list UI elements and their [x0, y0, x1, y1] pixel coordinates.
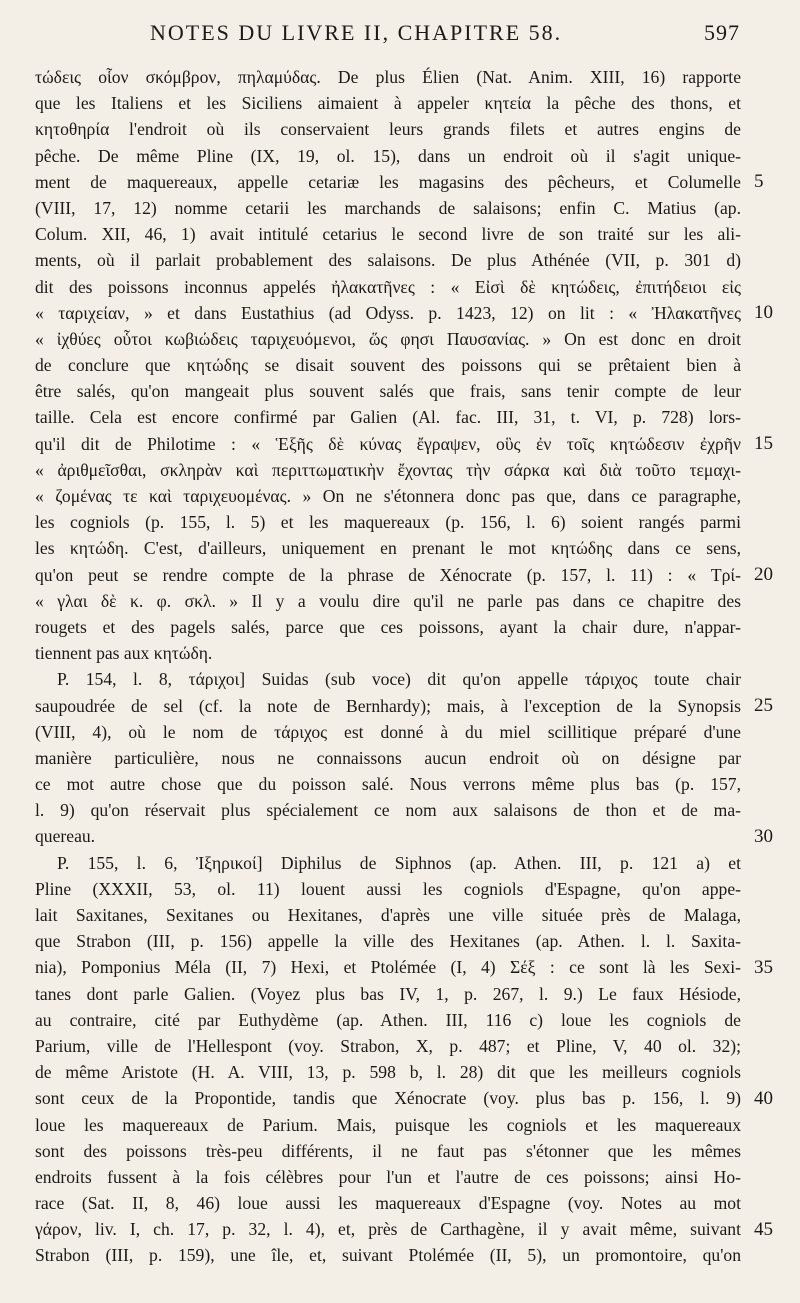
margin-line-number: 10 — [754, 301, 773, 323]
text-line: (VIII, 4), où le nom de τάριχος est donné à du miel scillitique préparé d'une — [35, 721, 741, 742]
text-line: taille. Cela est encore confirmé par Galien (Al. fac. III, 31, t. VI, p. 728) lors- — [35, 407, 741, 428]
text-line: dit des poissons inconnus appelés ἠλακατῆνες : « Εἰσὶ δὲ κητώδεις, ἐπιτήδειοι εἰς — [35, 276, 741, 297]
text-line: manière particulière, nous ne connaissons aucun endroit où on désigne par — [35, 747, 741, 768]
margin-line-number: 15 — [754, 432, 773, 454]
margin-line-number: 30 — [754, 825, 773, 847]
text-line: qu'on peut se rendre compte de la phrase de Xénocrate (p. 157, l. 11) : « Τρί- — [35, 564, 741, 585]
text-line: ments, où il parlait probablement des salaisons. De plus Athénée (VII, p. 301 d) — [35, 250, 741, 271]
text-line: « ἀριθμεῖσθαι, σκληρὰν καὶ περιττωματικὴν ἔχοντας τὴν σάρκα καὶ διὰ τοῦτο τεμαχι- — [35, 459, 741, 480]
text-line: les cogniols (p. 155, l. 5) et les maquereaux (p. 156, l. 6) soient rangés parmi — [35, 512, 741, 533]
text-line: qu'il dit de Philotime : « Ἑξῆς δὲ κύνας ἔγραψεν, οὓς ἐν τοῖς κητώδεσιν ἐχρῆν — [35, 433, 741, 454]
margin-line-number: 25 — [754, 694, 773, 716]
text-line: loue les maquereaux de Parium. Mais, puisque les cogniols et les maquereaux — [35, 1114, 741, 1135]
text-line: rougets et des pagels salés, parce que ces poissons, ayant la chair dure, n'appar- — [35, 616, 741, 637]
margin-line-number: 45 — [754, 1218, 773, 1240]
text-line: κητοθηρία l'endroit où ils conservaient leurs grands filets et autres engins de — [35, 119, 741, 140]
text-line: (VIII, 17, 12) nomme cetarii les marchands de salaisons; enfin C. Matius (ap. — [35, 197, 741, 218]
margin-line-number: 35 — [754, 956, 773, 978]
text-line: « γλαι δὲ κ. φ. σκλ. » Il y a voulu dire qu'il ne parle pas dans ce chapitre des — [35, 590, 741, 611]
text-line: nia), Pomponius Méla (II, 7) Hexi, et Ptolémée (I, 4) Σέξ : ce sont là les Sexi- — [35, 957, 741, 978]
text-line: γάρον, liv. I, ch. 17, p. 32, l. 4), et, près de Carthagène, il y avait même, suivant — [35, 1219, 741, 1240]
text-line: saupoudrée de sel (cf. la note de Bernhardy); mais, à l'exception de la Synopsis — [35, 695, 741, 716]
text-line: que les Italiens et les Siciliens aimaient à appeler κητεία la pêche des thons, et — [35, 93, 741, 114]
text-line: être salés, qu'on mangeait plus souvent salés que frais, sans tenir compte de leur — [35, 381, 741, 402]
margin-line-number: 5 — [754, 170, 764, 192]
text-line: ce mot autre chose que du poisson salé. Nous verrons même plus bas (p. 157, — [35, 774, 741, 795]
paragraph-start-line: P. 154, l. 8, τάριχοι] Suidas (sub voce) dit qu'on appelle τάριχος toute chair — [57, 669, 741, 690]
margin-line-number: 40 — [754, 1087, 773, 1109]
text-line: Strabon (III, p. 159), une île, et, suivant Ptolémée (II, 5), un promontoire, qu'on — [35, 1245, 741, 1266]
text-line: lait Saxitanes, Sexitanes ou Hexitanes, d'après une ville située près de Malaga, — [35, 905, 741, 925]
text-line: « ζομένας τε καὶ ταριχευομένας. » On ne s'étonnera donc pas que, dans ce paragraphe, — [35, 486, 741, 506]
header-title: NOTES DU LIVRE II, CHAPITRE 58. — [150, 20, 563, 45]
text-line: Parium, ville de l'Hellespont (voy. Strabon, X, p. 487; et Pline, V, 40 ol. 32); — [35, 1035, 741, 1056]
text-line: sont des poissons très-peu différents, il ne faut pas s'étonner que les mêmes — [35, 1140, 741, 1161]
text-line: race (Sat. II, 8, 46) loue aussi les maquereaux d'Espagne (voy. Notes au mot — [35, 1193, 741, 1214]
text-line: Colum. XII, 46, 1) avait intitulé cetarius le second livre de son traité sur les ali- — [35, 224, 741, 245]
text-line: tiennent pas aux κητώδη. — [35, 643, 213, 664]
text-line: Pline (XXXII, 53, ol. 11) louent aussi les cogniols d'Espagne, qu'on appe- — [35, 878, 741, 899]
text-line: tanes dont parle Galien. (Voyez plus bas IV, 1, p. 267, l. 9.) Le faux Hésiode, — [35, 983, 741, 1004]
margin-line-number: 20 — [754, 563, 773, 585]
page-number: 597 — [704, 20, 740, 45]
text-line: « ταριχείαν, » et dans Eustathius (ad Odyss. p. 1423, 12) on lit : « Ἠλακατῆνες — [35, 302, 741, 323]
text-line: « ἰχθύες οὗτοι κωβιώδεις ταριχευόμενοι, ὥς φησι Παυσανίας. » On est donc en droit — [35, 328, 741, 349]
text-line: sont ceux de la Propontide, tandis que Xénocrate (voy. plus bas p. 156, l. 9) — [35, 1088, 741, 1109]
text-line: de même Aristote (H. A. VIII, 13, p. 598 b, l. 28) dit que les meilleurs cogniols — [35, 1062, 741, 1083]
text-line: τώδεις οἷον σκόμβρον, πηλαμύδας. De plus Élien (Nat. Anim. XIII, 16) rapporte — [35, 67, 741, 87]
paragraph-start-line: P. 155, l. 6, Ἰξηρικοί] Diphilus de Siphnos (ap. Athen. III, p. 121 a) et — [57, 852, 741, 873]
text-line: pêche. De même Pline (IX, 19, ol. 15), dans un endroit où il s'agit unique- — [35, 145, 741, 166]
running-header — [110, 20, 740, 54]
text-line: les κητώδη. C'est, d'ailleurs, uniquement en prenant le mot κητώδης dans ce sens, — [35, 538, 741, 559]
text-line: au contraire, cité par Euthydème (ap. Athen. III, 116 c) loue les cogniols de — [35, 1009, 741, 1030]
text-line: que Strabon (III, p. 156) appelle la ville des Hexitanes (ap. Athen. l. l. Saxita- — [35, 931, 741, 952]
text-line: ment de maquereaux, appelle cetariæ les magasins des pêcheurs, et Columelle — [35, 171, 741, 192]
text-line: endroits fussent à la fois célèbres pour l'un et l'autre de ces poissons; ainsi Ho- — [35, 1166, 741, 1187]
text-line: l. 9) qu'on réservait plus spécialement ce nom aux salaisons de thon et de ma- — [35, 800, 741, 821]
text-line: de conclure que κητώδης se disait souvent des poissons qui se prêtaient bien à — [35, 355, 741, 376]
text-line: quereau. — [35, 826, 96, 847]
text-body — [35, 64, 741, 1269]
